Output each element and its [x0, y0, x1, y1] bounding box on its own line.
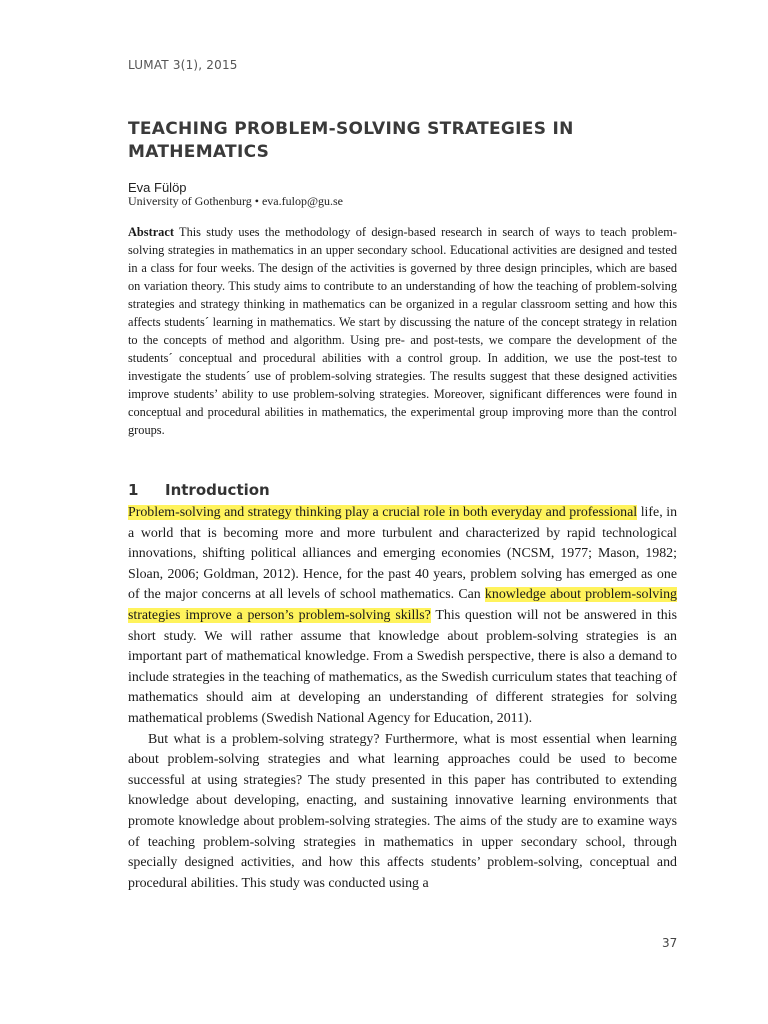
body-text: [128, 503, 677, 894]
abstract-text: This study uses the methodology of design-based research in search of ways to teach problem-solving strategies in mathematics in an upper secondary school. Educational activities are designed and tested in a class for four weeks. The design of the activities is governed by three design principles, which are based on variation theory. This study aims to contribute to an understanding of how the teaching of problem-solving strategies and strategy thinking in mathematics can be organized in a regular classroom setting and how this affects students´ learning in mathematics. We start by discussing the nature of the concept strategy in relation to the concepts of method and algorithm. Using pre- and post-tests, we compare the development of the students´ conceptual and procedural abilities with a control group. In addition, we use the post-test to investigate the students´ use of problem-solving strategies. The results suggest that these designed activities improve students’ ability to use problem-solving strategies. Moreover, significant differences were found in conceptual and procedural abilities in mathematics, the experimental group improving more than the control groups.: [128, 225, 677, 437]
paper-title-line-2: MATHEMATICS: [128, 142, 270, 162]
author-name: Eva Fülöp: [128, 180, 187, 195]
section-title: Introduction: [165, 481, 270, 499]
paper-title-line-1: TEACHING PROBLEM-SOLVING STRATEGIES IN: [128, 119, 574, 139]
section-number: 1: [128, 481, 139, 499]
author-affiliation: University of Gothenburg • eva.fulop@gu.se: [128, 194, 343, 208]
abstract: [128, 223, 677, 439]
paragraph-1-text-b: This question will not be answered in this short study. We will rather assume that knowledge about problem-solving strategies is an important part of mathematical knowledge. From a Swedish perspective, there is also a demand to include strategies in the teaching of mathematics, as the Swedish curriculum states that teaching of mathematics should aim at developing an understanding of different strategies for solving mathematical problems (Swedish National Agency for Education, 2011).: [128, 607, 677, 726]
paragraph-1: [128, 503, 677, 730]
highlighted-text-2[interactable]: knowledge about problem-solving strategies improve a person’s problem-solving skills?: [128, 587, 677, 623]
page-number: 37: [662, 936, 678, 950]
section-heading: [128, 481, 270, 499]
abstract-label: Abstract: [128, 225, 174, 239]
paragraph-2: But what is a problem-solving strategy? Furthermore, what is most essential when learning about problem-solving strategies and what learning approaches could be used to become successful at using strategies? The study presented in this paper has contributed to extending knowledge about developing, enacting, and sustaining innovative learning environments that promote knowledge about problem-solving strategies. The aims of the study are to examine ways of teaching problem-solving strategies in mathematics in upper secondary school, through specially designed activities, and how this affects students’ problem-solving, conceptual and procedural abilities. This study was conducted using a: [128, 731, 677, 891]
highlighted-text-1[interactable]: Problem-solving and strategy thinking play a crucial role in both everyday and professional: [128, 505, 638, 520]
paper-title: [128, 118, 648, 164]
journal-header: LUMAT 3(1), 2015: [128, 58, 238, 72]
paragraph-1-text-a: life, in a world that is becoming more and more turbulent and characterized by rapid technological innovations, shifting political alliances and emerging economies (NCSM, 1977; Mason, 1982; Sloan, 2006; Goldman, 2012). Hence, for the past 40 years, problem solving has emerged as one of the major concerns at all levels of school mathematics. Can: [128, 505, 678, 603]
